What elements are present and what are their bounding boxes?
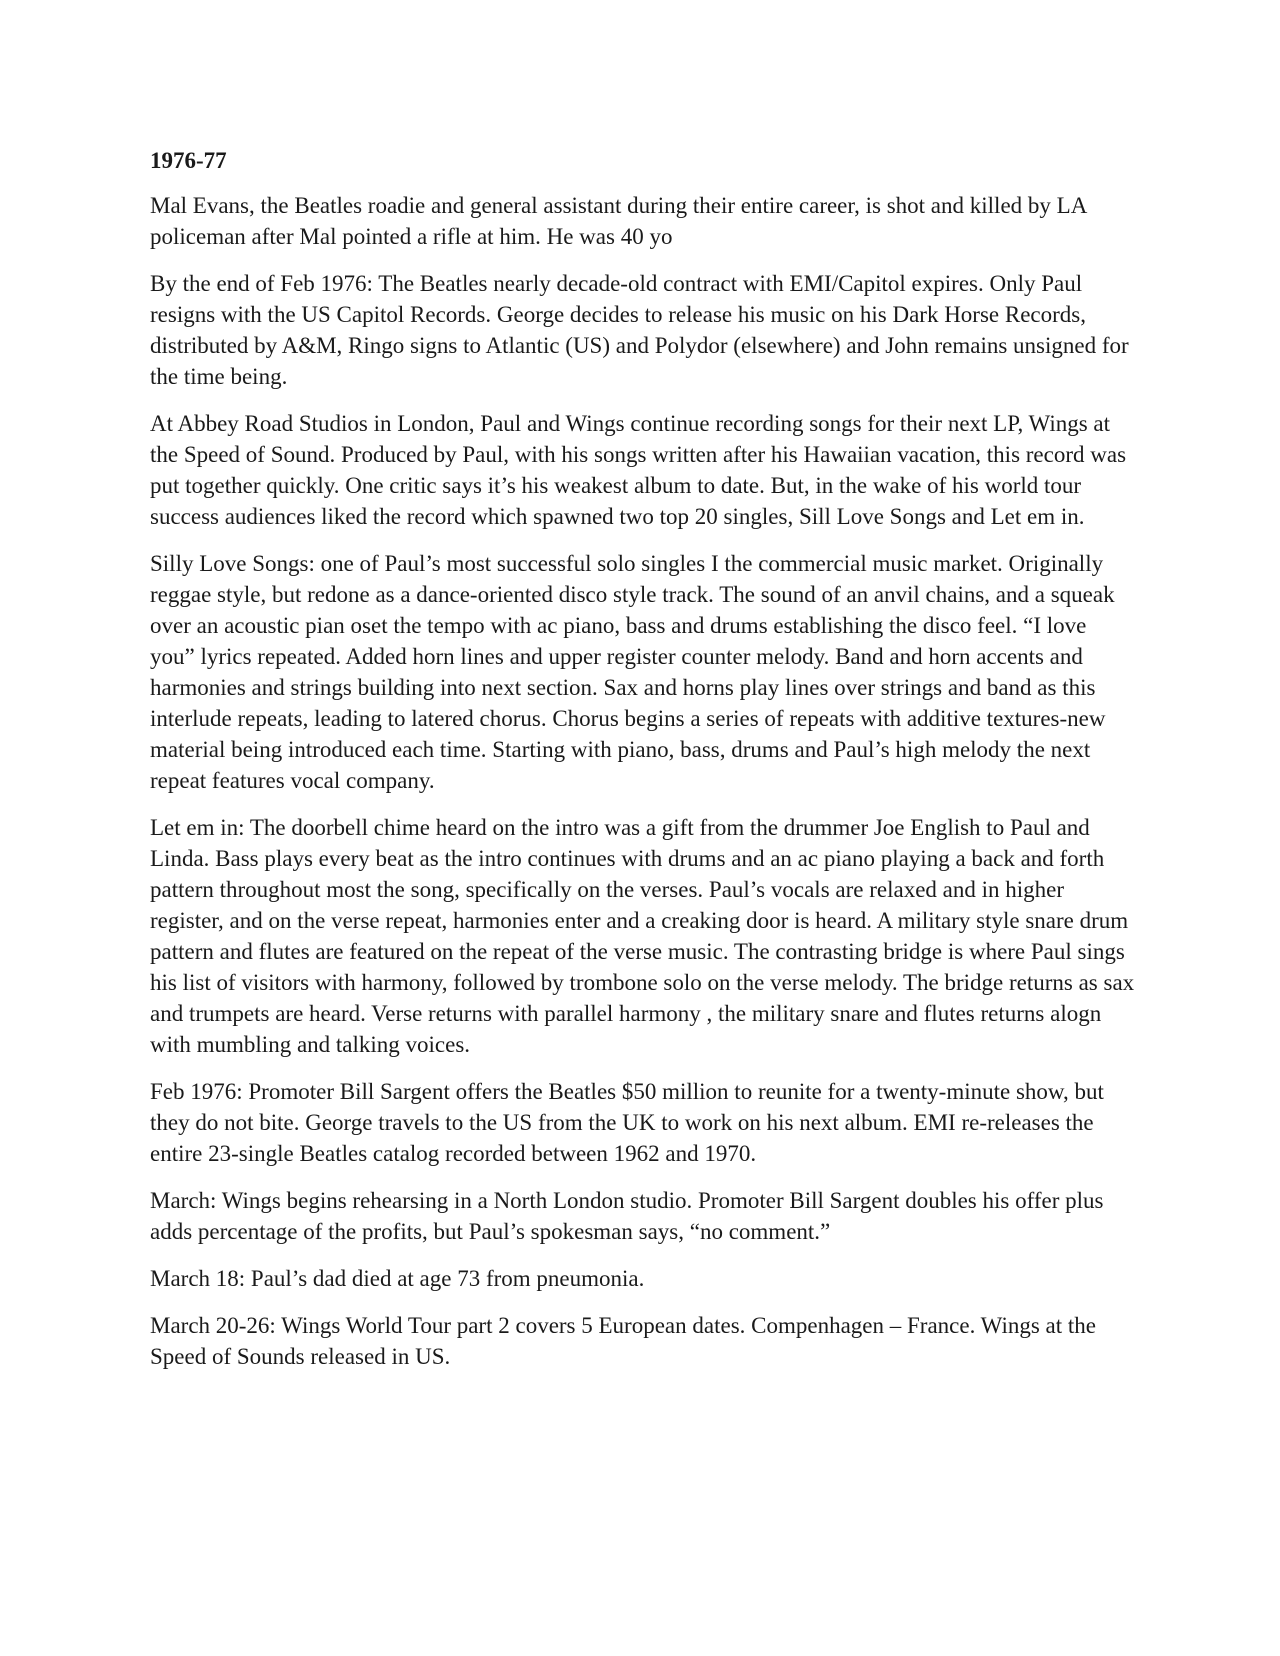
paragraph-march-20-26: March 20-26: Wings World Tour part 2 covers 5 European dates. Compenhagen – France. Wings at the Speed of Sounds released in US. (150, 1313, 1096, 1369)
paragraph-let-em-in: Let em in: The doorbell chime heard on the intro was a gift from the drummer Joe English to Paul and Linda. Bass plays every beat as the intro continues with drums and an ac piano playing a back and forth pattern throughout most the song, specifically on the verses. Paul’s vocals are relaxed and in higher register, and on the verse repeat, harmonies enter and a creaking door is heard. A military style snare drum pattern and flutes are featured on the repeat of the verse music. The contrasting bridge is where Paul sings his list of visitors with harmony, followed by trombone solo on the verse melody. The bridge returns as sax and trumpets are heard. Verse returns with parallel harmony , the military snare and flutes returns alogn with mumbling and talking voices. (150, 815, 1135, 1057)
paragraph-march: March: Wings begins rehearsing in a North London studio. Promoter Bill Sargent doubles his offer plus adds percentage of the profits, but Paul’s spokesman says, “no comment.” (150, 1188, 1104, 1244)
section-heading: 1976-77 (150, 148, 227, 173)
paragraph-feb-1976: Feb 1976: Promoter Bill Sargent offers the Beatles $50 million to reunite for a twenty-minute show, but they do not bite. George travels to the US from the UK to work on his next album. EMI re-releases the entire 23-single Beatles catalog recorded between 1962 and 1970. (150, 1079, 1104, 1166)
paragraph-emi-contract: By the end of Feb 1976: The Beatles nearly decade-old contract with EMI/Capitol expires. Only Paul resigns with the US Capitol Records. George decides to release his music on his Dark Horse Records, distributed by A&M, Ringo signs to Atlantic (US) and Polydor (elsewhere) and John remains unsigned for the time being. (150, 271, 1129, 389)
document-page (150, 145, 1135, 1388)
paragraph-mal-evans: Mal Evans, the Beatles roadie and general assistant during their entire career, is shot and killed by LA policeman after Mal pointed a rifle at him. He was 40 yo (150, 193, 1087, 249)
paragraph-silly-love-songs: Silly Love Songs: one of Paul’s most successful solo singles I the commercial music market. Originally reggae style, but redone as a dance-oriented disco style track. The sound of an anvil chains, and a squeak over an acoustic pian oset the tempo with ac piano, bass and drums establishing the disco feel. “I love you” lyrics repeated. Added horn lines and upper register counter melody. Band and horn accents and harmonies and strings building into next section. Sax and horns play lines over strings and band as this interlude repeats, leading to latered chorus. Chorus begins a series of repeats with additive textures-new material being introduced each time. Starting with piano, bass, drums and Paul’s high melody the next repeat features vocal company. (150, 551, 1115, 793)
paragraph-abbey-road: At Abbey Road Studios in London, Paul and Wings continue recording songs for their next LP, Wings at the Speed of Sound. Produced by Paul, with his songs written after his Hawaiian vacation, this record was put together quickly. One critic says it’s his weakest album to date. But, in the wake of his world tour success audiences liked the record which spawned two top 20 singles, Sill Love Songs and Let em in. (150, 411, 1127, 529)
paragraph-march-18: March 18: Paul’s dad died at age 73 from pneumonia. (150, 1266, 645, 1291)
